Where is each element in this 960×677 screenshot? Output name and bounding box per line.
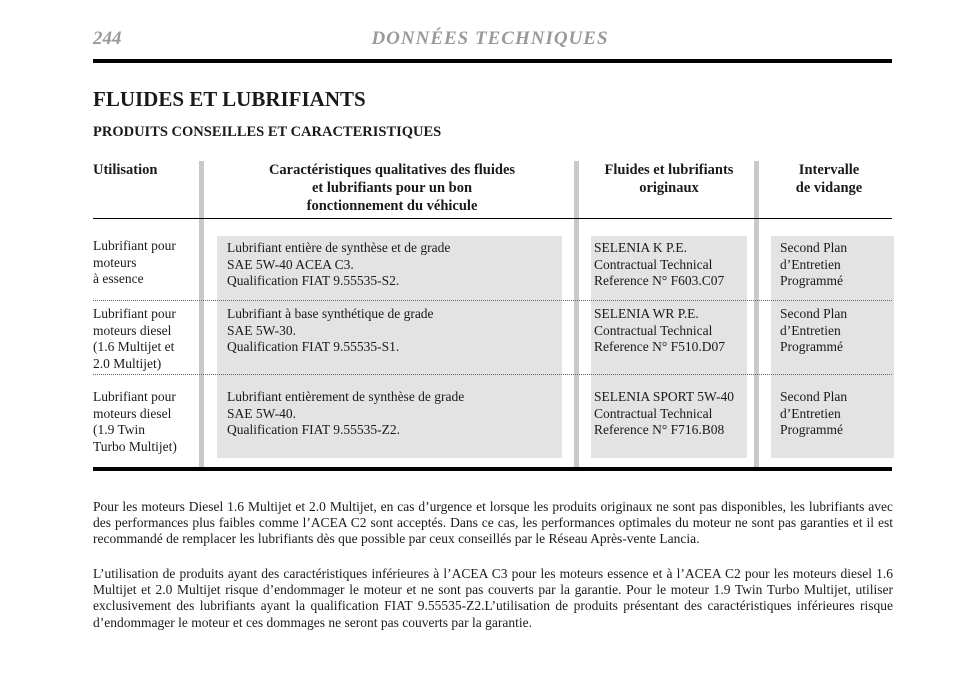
- cell-line: SAE 5W-40.: [227, 405, 296, 421]
- cell-line: Qualification FIAT 9.55535-S2.: [227, 273, 400, 288]
- header-line: de vidange: [795, 180, 863, 196]
- header-line: fonctionnement du véhicule: [306, 198, 478, 214]
- table-row-interval: [780, 389, 847, 439]
- column-divider: [574, 161, 579, 471]
- table-row-interval: [780, 240, 847, 290]
- cell-line: à essence: [93, 271, 144, 286]
- header-line: Utilisation: [93, 162, 158, 178]
- cell-line: SELENIA K P.E.: [594, 240, 688, 255]
- cell-line: Second Plan: [780, 389, 848, 404]
- table-bottom-rule: [93, 467, 892, 471]
- column-divider: [199, 161, 204, 471]
- cell-line: Reference N° F510.D07: [594, 339, 725, 354]
- table-row-quality: [227, 389, 464, 439]
- cell-line: SAE 5W-30.: [227, 322, 296, 338]
- section-title: FLUIDES ET LUBRIFIANTS: [93, 87, 366, 111]
- section-subtitle: PRODUITS CONSEILLES ET CARACTERISTIQUES: [93, 124, 442, 140]
- cell-line: moteurs: [93, 254, 137, 270]
- column-divider: [754, 161, 759, 471]
- cell-line: Lubrifiant pour: [93, 238, 176, 253]
- cell-line: Reference N° F603.C07: [594, 273, 725, 288]
- page-number: 244: [93, 28, 122, 49]
- table-row-quality: [227, 306, 434, 356]
- table-row-fluids: [594, 240, 724, 290]
- cell-line: Contractual Technical: [594, 256, 713, 272]
- cell-line: Lubrifiant entièrement de synthèse de grade: [227, 389, 465, 404]
- cell-line: Lubrifiant entière de synthèse et de grade: [227, 240, 451, 255]
- cell-line: Second Plan: [780, 240, 848, 255]
- table-row-usage: [93, 238, 176, 288]
- cell-line: Programmé: [780, 339, 843, 354]
- cell-line: Programmé: [780, 422, 843, 437]
- cell-line: Second Plan: [780, 306, 848, 321]
- cell-line: Lubrifiant pour: [93, 306, 176, 321]
- table-row-fluids: [594, 306, 725, 356]
- header-quality: [212, 161, 572, 215]
- cell-line: Qualification FIAT 9.55535-S1.: [227, 339, 400, 354]
- table-row-usage: [93, 306, 176, 372]
- cell-line: SAE 5W-40 ACEA C3.: [227, 256, 354, 272]
- cell-line: Lubrifiant pour: [93, 389, 176, 404]
- cell-line: moteurs diesel: [93, 322, 172, 338]
- cell-line: Reference N° F716.B08: [594, 422, 725, 437]
- table-row-fluids: [594, 389, 734, 439]
- cell-line: Turbo Multijet): [93, 438, 177, 454]
- row-separator: [93, 374, 892, 375]
- header-usage: [93, 161, 157, 179]
- header-line: originaux: [639, 180, 699, 196]
- row-separator: [93, 300, 892, 301]
- cell-line: d’Entretien: [780, 322, 841, 338]
- table-row-quality: [227, 240, 450, 290]
- cell-line: Qualification FIAT 9.55535-Z2.: [227, 422, 400, 437]
- cell-line: d’Entretien: [780, 405, 841, 421]
- cell-line: 2.0 Multijet): [93, 355, 162, 371]
- header-rule: [93, 218, 892, 219]
- running-title: DONNÉES TECHNIQUES: [371, 28, 609, 49]
- cell-line: moteurs diesel: [93, 405, 172, 421]
- cell-line: Contractual Technical: [594, 405, 713, 421]
- cell-line: d’Entretien: [780, 256, 841, 272]
- header-fluids: [587, 161, 751, 197]
- cell-line: SELENIA SPORT 5W-40: [594, 389, 734, 404]
- note-paragraph: Pour les moteurs Diesel 1.6 Multijet et 2.0 Multijet, en cas d’urgence et lorsque les produits originaux ne sont pas disponibles, les lubrifiants avec des performances plus faibles comme l’ACEA C2 sont acceptés. Dans ce cas, les performances optimales du moteur ne sont pas garanties et il est recommandé de remplacer les lubrifiants dès que possible par ceux conseillés par le Réseau Après-vente Lancia.: [93, 499, 893, 547]
- cell-line: Contractual Technical: [594, 322, 713, 338]
- table-row-interval: [780, 306, 847, 356]
- header-line: Intervalle: [798, 162, 860, 178]
- top-rule: [93, 59, 892, 63]
- header-line: Fluides et lubrifiants: [604, 162, 734, 178]
- header-line: Caractéristiques qualitatives des fluides: [268, 162, 516, 178]
- note-paragraph: L’utilisation de produits ayant des caractéristiques inférieures à l’ACEA C3 pour les moteurs essence et à l’ACEA C2 pour les moteurs diesel 1.6 Multijet et 2.0 Multijet risque d’endommager le moteur et ne sont pas couverts par la garantie. Pour le moteur 1.9 Twin Turbo Multijet, utiliser exclusivement des lubrifiants ayant la qualification FIAT 9.55535-Z2.L’utilisation de produits présentant des caractéristiques inférieures risque d’endommager le moteur et ces dommages ne seront pas couverts par la garantie.: [93, 566, 893, 630]
- table-row-usage: [93, 389, 177, 455]
- cell-line: Lubrifiant à base synthétique de grade: [227, 306, 434, 321]
- cell-line: (1.9 Twin: [93, 422, 146, 437]
- header-line: et lubrifiants pour un bon: [311, 180, 473, 196]
- header-interval: [762, 161, 896, 197]
- cell-line: Programmé: [780, 273, 843, 288]
- cell-line: SELENIA WR P.E.: [594, 306, 699, 321]
- cell-line: (1.6 Multijet et: [93, 339, 175, 354]
